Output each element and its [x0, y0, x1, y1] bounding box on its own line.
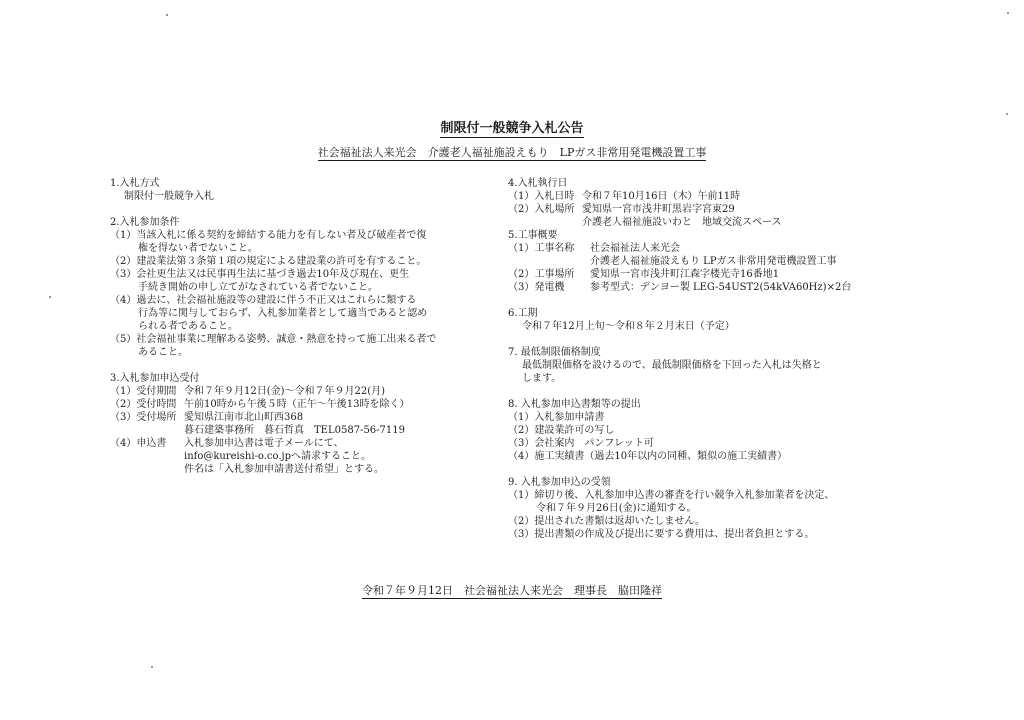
section-9-line: （1）締切り後、入札参加申込書の審査を行い競争入札参加業者を決定、: [508, 490, 835, 501]
section-9-line: （2）提出された書類は返却いたしません。: [508, 516, 705, 527]
section-1-body: 制限付一般競争入札: [124, 191, 214, 202]
scan-speck: [151, 666, 153, 668]
scan-speck: [166, 14, 168, 16]
section-9-heading: 9. 入札参加申込の受領: [508, 477, 611, 488]
scan-speck: [1007, 12, 1009, 14]
document-subtitle: 社会福祉法人来光会 介護老人福祉施設えもり LPガス非常用発電機設置工事: [317, 146, 707, 159]
section-7-line: します。: [522, 373, 562, 384]
document-title: 制限付一般競争入札公告: [440, 121, 584, 136]
right-column: [508, 177, 898, 541]
section-2-heading: 2.入札参加条件: [110, 217, 180, 228]
section-5-heading: 5.工事概要: [508, 230, 558, 241]
section-4-row: 介護老人福祉施設いわと 地域交流スペース: [582, 217, 782, 228]
section-4-row: （2）入札場所 愛知県一宮市浅井町黒岩字宮東29: [508, 204, 735, 215]
section-5-row: （3）発電機 参考型式：デンヨー製 LEG-54UST2(54kVA60Hz)×2台: [508, 282, 852, 293]
section-3-row: （4）申込書 入札参加申込書は電子メールにて、: [110, 438, 344, 449]
section-3-row: （3）受付場所 愛知県江南市北山町西368: [110, 412, 304, 423]
section-2-line: 行為等に関与しておらず、入札参加業者として適当であると認め: [138, 308, 428, 319]
section-4-heading: 4.入札執行日: [508, 178, 568, 189]
section-6-heading: 6.工期: [508, 308, 538, 319]
scan-speck: [1006, 113, 1008, 115]
section-2-line: （4）過去に、社会福祉施設等の建設に伴う不正又はこれらに類する: [110, 295, 417, 306]
document-footer: 令和７年９月12日 社会福祉法人来光会 理事長 脇田隆祥: [362, 584, 662, 597]
section-3-row: info@kureishi-o.co.jpへ請求すること。: [184, 451, 372, 462]
section-7-line: 最低制限価格を設けるので、最低制限価格を下回った入札は失格と: [522, 360, 822, 371]
section-8-line: （3）会社案内 パンフレット可: [508, 438, 654, 449]
section-3-row: 暮石建築事務所 暮石哲真 TEL0587-56-7119: [184, 425, 405, 436]
section-9-line: 令和７年９月26日(金)に通知する。: [536, 503, 697, 514]
section-3-row: （2）受付時間 午前10時から午後５時（正午～午後13時を除く）: [110, 399, 410, 410]
section-2-line: （3）会社更生法又は民事再生法に基づき過去10年及び現在、更生: [110, 269, 410, 280]
section-8-heading: 8. 入札参加申込書類等の提出: [508, 399, 641, 410]
section-2-line: （2）建設業法第３条第１項の規定による建設業の許可を有すること。: [110, 256, 427, 267]
section-1-heading: 1.入札方式: [110, 178, 160, 189]
section-6-body: 令和７年12月上旬～令和８年２月末日（予定）: [522, 321, 735, 332]
section-3-heading: 3.入札参加申込受付: [110, 373, 200, 384]
section-2-line: 権を得ない者でないこと。: [138, 243, 258, 254]
section-3-row: （1）受付期間 令和７年９月12日(金)～令和７年９月22(月): [110, 386, 386, 397]
section-2-line: あること。: [138, 347, 188, 358]
section-5-row: （2）工事場所 愛知県一宮市浅井町江森字楼光寺16番地1: [508, 269, 780, 280]
section-2-line: （1）当該入札に係る契約を締結する能力を有しない者及び破産者で復: [110, 230, 427, 241]
section-8-line: （4）施工実績書（過去10年以内の同種、類似の施工実績書）: [508, 451, 788, 462]
section-7-heading: 7. 最低制限価格制度: [508, 347, 601, 358]
section-2-line: 手続き開始の申し立てがなされている者でないこと。: [138, 282, 378, 293]
section-4-row: （1）入札日時 令和７年10月16日（木）午前11時: [508, 191, 741, 202]
section-2-line: られる者であること。: [138, 321, 238, 332]
section-2-line: （5）社会福祉事業に理解ある姿勢、誠意・熱意を持って施工出来る者で: [110, 334, 437, 345]
section-9-line: （3）提出書類の作成及び提出に要する費用は、提出者負担とする。: [508, 529, 815, 540]
section-5-row: （1）工事名称 社会福祉法人来光会: [508, 243, 680, 254]
section-5-row: 介護老人福祉施設えもり LPガス非常用発電機設置工事: [590, 256, 837, 267]
scan-speck: [49, 296, 51, 298]
section-8-line: （1）入札参加申請書: [508, 412, 605, 423]
section-8-line: （2）建設業許可の写し: [508, 425, 615, 436]
section-3-row: 件名は「入札参加申請書送付希望」とする。: [184, 464, 384, 475]
left-column: [110, 177, 490, 476]
